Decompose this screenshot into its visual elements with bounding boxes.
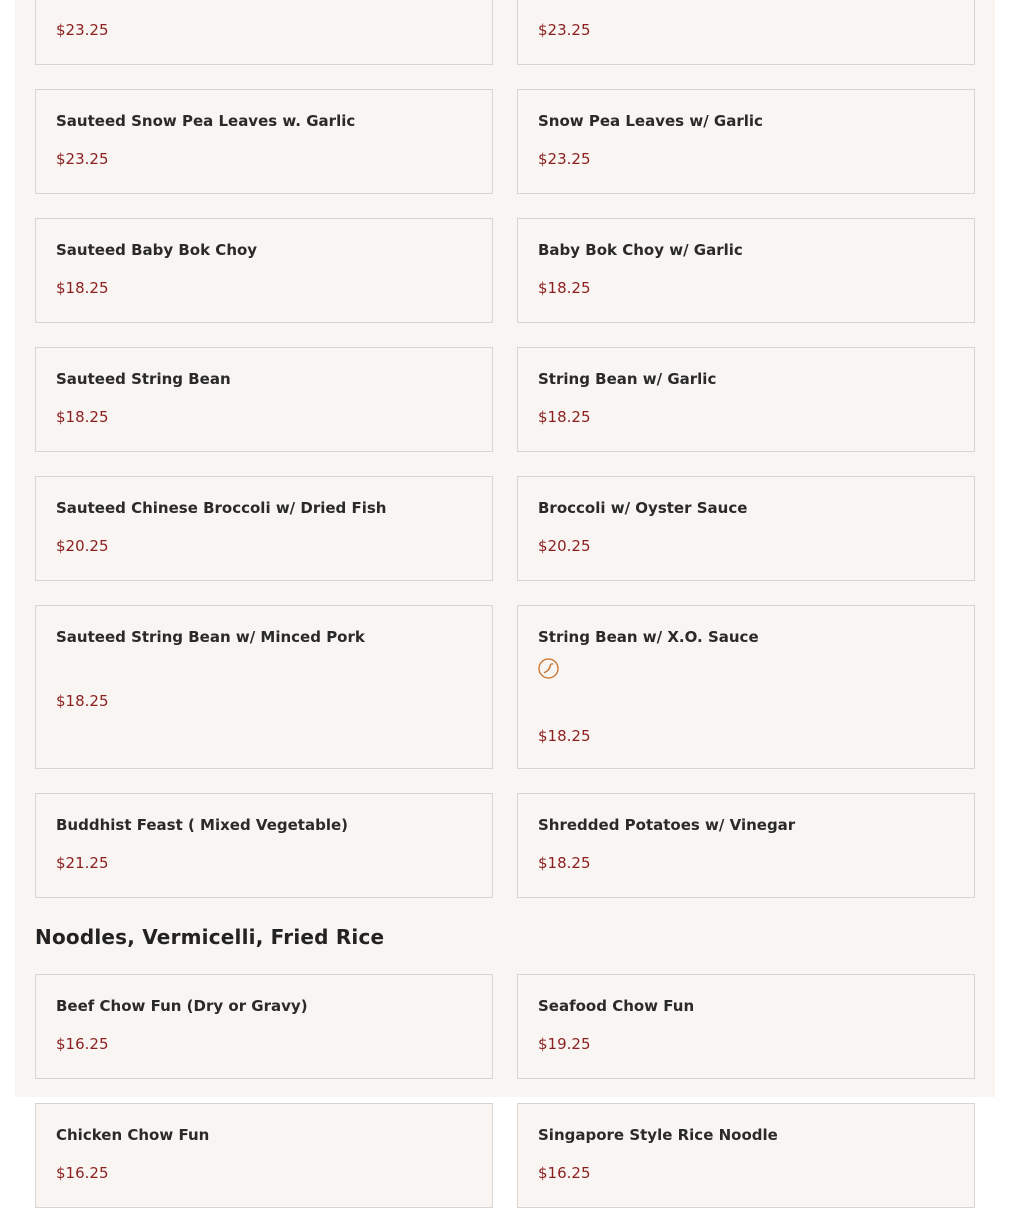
menu-item-price: $18.25 xyxy=(538,408,591,426)
menu-item-card[interactable] xyxy=(35,605,493,769)
menu-item-name: Buddhist Feast ( Mixed Vegetable) xyxy=(56,816,349,834)
menu-item-name: Broccoli w/ Oyster Sauce xyxy=(538,499,748,517)
menu-item-card[interactable] xyxy=(517,347,975,452)
menu-item-card[interactable] xyxy=(35,89,493,194)
menu-item-card[interactable] xyxy=(517,605,975,769)
menu-item-card[interactable] xyxy=(517,218,975,323)
menu-item-card[interactable] xyxy=(35,793,493,898)
menu-item-price: $18.25 xyxy=(538,727,591,745)
menu-item-card[interactable] xyxy=(35,347,493,452)
menu-item-name: String Bean w/ Garlic xyxy=(538,370,717,388)
menu-item-name: Sauteed Snow Pea Leaves w. Garlic xyxy=(56,112,356,130)
menu-item-name: Singapore Style Rice Noodle xyxy=(538,1126,778,1144)
menu-item-name: Sauteed String Bean w/ Minced Pork xyxy=(56,628,365,646)
menu-item-price: $18.25 xyxy=(538,279,591,297)
section-heading: Noodles, Vermicelli, Fried Rice xyxy=(35,925,385,949)
menu-item-card[interactable] xyxy=(35,218,493,323)
menu-item-price: $16.25 xyxy=(56,1164,109,1182)
menu-item-name xyxy=(538,0,954,3)
menu-item-price: $23.25 xyxy=(56,21,109,39)
menu-item-name: String Bean w/ X.O. Sauce xyxy=(538,628,759,646)
menu-item-price: $23.25 xyxy=(538,150,591,168)
menu-item-card[interactable] xyxy=(35,0,493,65)
menu-content xyxy=(35,0,975,1208)
menu-item-name: Chicken Chow Fun xyxy=(56,1126,210,1144)
menu-item-card[interactable] xyxy=(517,89,975,194)
chili-pepper-icon xyxy=(538,658,559,679)
menu-item-card[interactable] xyxy=(517,974,975,1079)
menu-item-price: $16.25 xyxy=(538,1164,591,1182)
menu-item-price: $18.25 xyxy=(538,854,591,872)
menu-item-card[interactable] xyxy=(517,1103,975,1208)
menu-item-card[interactable] xyxy=(35,1103,493,1208)
menu-item-price: $20.25 xyxy=(56,537,109,555)
menu-item-price: $19.25 xyxy=(538,1035,591,1053)
menu-item-card[interactable] xyxy=(517,793,975,898)
menu-item-card[interactable] xyxy=(35,974,493,1079)
menu-item-name xyxy=(56,0,472,3)
menu-item-name: Beef Chow Fun (Dry or Gravy) xyxy=(56,997,308,1015)
menu-item-card[interactable] xyxy=(517,0,975,65)
menu-item-name: Sauteed String Bean xyxy=(56,370,231,388)
menu-item-name: Sauteed Chinese Broccoli w/ Dried Fish xyxy=(56,499,387,517)
menu-item-name: Seafood Chow Fun xyxy=(538,997,695,1015)
menu-item-card[interactable] xyxy=(517,476,975,581)
menu-item-card[interactable] xyxy=(35,476,493,581)
menu-page xyxy=(15,0,995,1182)
menu-item-name: Shredded Potatoes w/ Vinegar xyxy=(538,816,796,834)
menu-item-price: $16.25 xyxy=(56,1035,109,1053)
menu-item-price: $20.25 xyxy=(538,537,591,555)
menu-item-price: $23.25 xyxy=(538,21,591,39)
menu-item-price: $23.25 xyxy=(56,150,109,168)
menu-item-price: $18.25 xyxy=(56,408,109,426)
vegetable-items-grid xyxy=(35,0,975,898)
menu-item-name: Sauteed Baby Bok Choy xyxy=(56,241,258,259)
menu-item-name: Baby Bok Choy w/ Garlic xyxy=(538,241,743,259)
menu-item-price: $21.25 xyxy=(56,854,109,872)
noodle-items-grid xyxy=(35,974,975,1208)
menu-item-name: Snow Pea Leaves w/ Garlic xyxy=(538,112,763,130)
menu-item-price: $18.25 xyxy=(56,692,109,710)
menu-item-price: $18.25 xyxy=(56,279,109,297)
